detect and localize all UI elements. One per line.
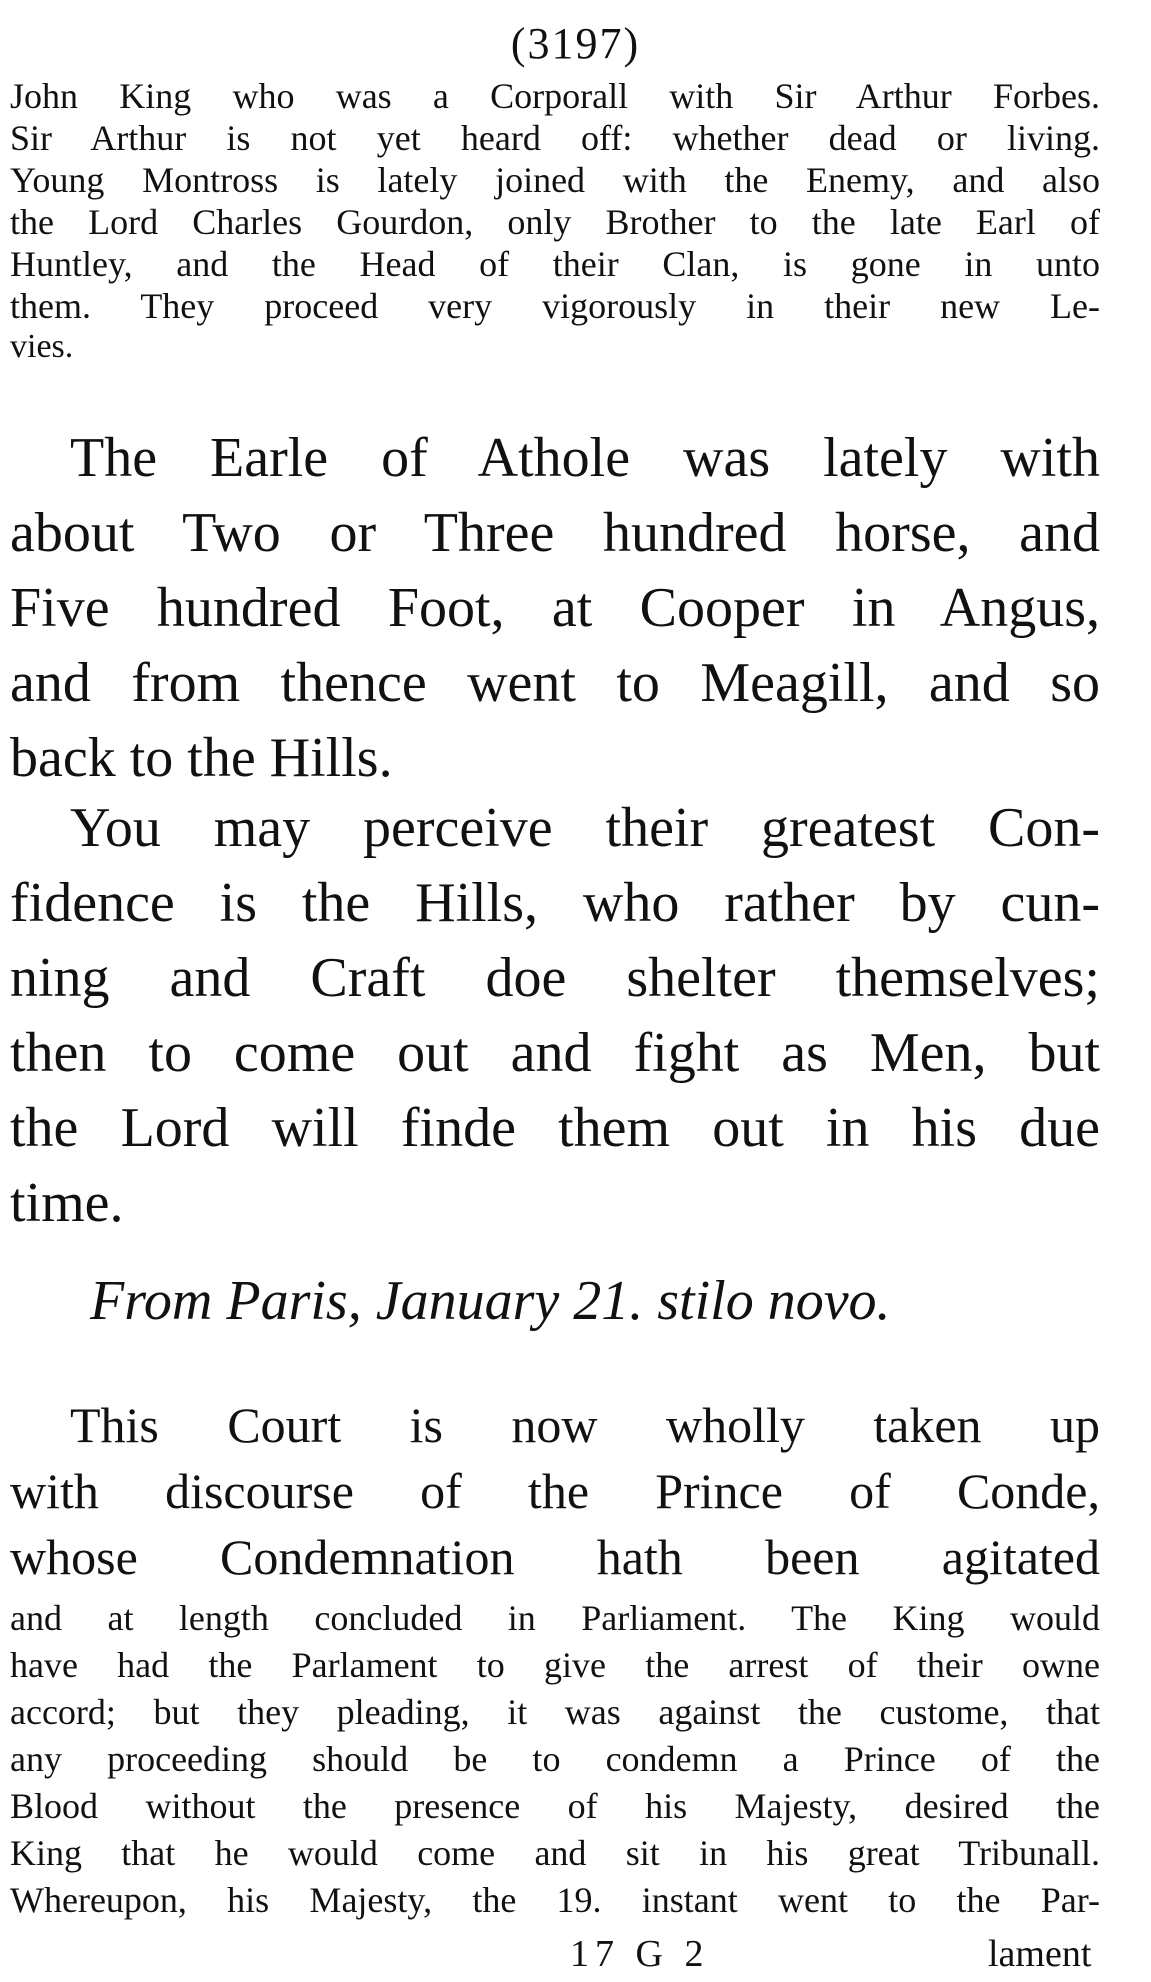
text-line: Young Montross is lately joined with the Enemy, and also <box>10 160 1100 200</box>
text-line: then to come out and fight as Men, but <box>10 1022 1100 1084</box>
text-line: any proceeding should be to condemn a Prince of the <box>10 1739 1100 1779</box>
text-line: the Lord Charles Gourdon, only Brother to the late Earl of <box>10 202 1100 242</box>
text-line: Five hundred Foot, at Cooper in Angus, <box>10 577 1100 639</box>
text-line: whose Condemnation hath been agitated <box>10 1529 1100 1585</box>
text-line: Blood without the presence of his Majesty, desired the <box>10 1786 1100 1826</box>
text-line: the Lord will finde them out in his due <box>10 1097 1100 1159</box>
text-line: Whereupon, his Majesty, the 19. instant went to the Par- <box>10 1880 1100 1920</box>
text-line: John King who was a Corporall with Sir Arthur Forbes. <box>10 76 1100 116</box>
text-line: and from thence went to Meagill, and so <box>10 652 1100 714</box>
dateline-paris: From Paris, January 21. stilo novo. <box>90 1270 891 1332</box>
text-line: ning and Craft doe shelter themselves; <box>10 947 1100 1009</box>
text-line: King that he would come and sit in his great Tribunall. <box>10 1833 1100 1873</box>
text-line: You may perceive their greatest Con- <box>70 797 1100 859</box>
text-line: with discourse of the Prince of Conde, <box>10 1463 1100 1519</box>
text-line: time. <box>10 1172 124 1234</box>
text-line: about Two or Three hundred horse, and <box>10 502 1100 564</box>
text-line: vies. <box>10 328 74 365</box>
text-line: have had the Parlament to give the arrest of their owne <box>10 1645 1100 1685</box>
text-line: fidence is the Hills, who rather by cun- <box>10 872 1100 934</box>
text-line: This Court is now wholly taken up <box>70 1397 1100 1453</box>
text-line: Huntley, and the Head of their Clan, is gone in unto <box>10 244 1100 284</box>
page-number: (3197) <box>510 19 641 68</box>
text-line: accord; but they pleading, it was against the custome, that <box>10 1692 1100 1732</box>
page-footer <box>0 1932 1151 1976</box>
catchword: lament <box>988 1933 1092 1975</box>
text-line: The Earle of Athole was lately with <box>70 427 1100 489</box>
text-line: and at length concluded in Parliament. The King would <box>10 1598 1100 1638</box>
text-line: them. They proceed very vigorously in their new Le- <box>10 286 1100 326</box>
text-line: back to the Hills. <box>10 727 393 789</box>
signature-mark: 17 G 2 <box>570 1933 710 1975</box>
text-line: Sir Arthur is not yet heard off: whether dead or living. <box>10 118 1100 158</box>
